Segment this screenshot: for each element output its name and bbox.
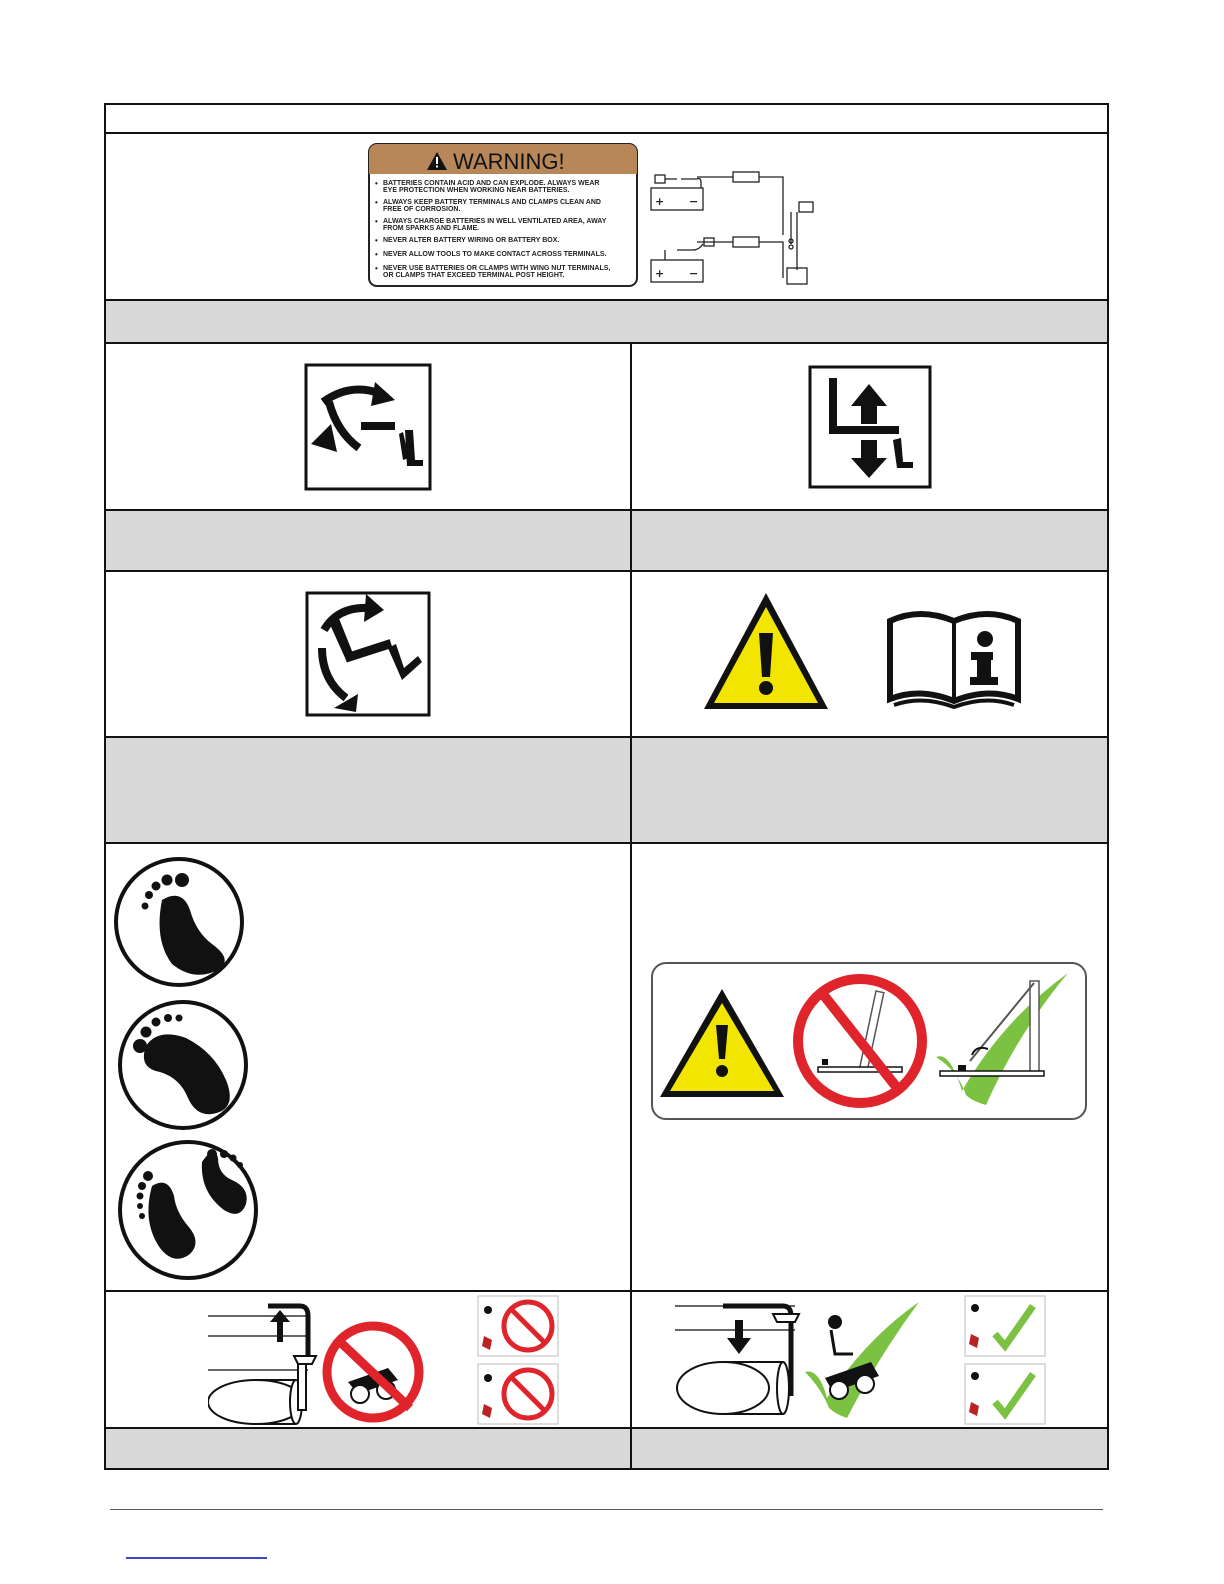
warning-line: ALWAYS CHARGE BATTERIES IN WELL VENTILATED AREA, AWAY — [382, 217, 606, 225]
caution-manual-caption-cell — [632, 738, 1107, 842]
warning-label — [369, 144, 637, 286]
battery-warning-graphic — [367, 142, 847, 292]
tilt-icon — [303, 362, 433, 492]
warning-line: OR CLAMPS THAT EXCEED TERMINAL POST HEIGHT. — [382, 271, 564, 279]
tilt-cell — [106, 344, 632, 509]
feet-cell — [106, 844, 632, 1290]
battery-caption-row — [106, 301, 1107, 344]
anti-tip-cell — [632, 844, 1107, 1290]
stability-unlocked-caption-cell — [106, 1429, 632, 1468]
feet-anti-tip-row — [106, 844, 1107, 1292]
warning-title: WARNING! — [452, 148, 565, 174]
battery-caption-cell — [106, 301, 1107, 342]
warning-line: EYE PROTECTION WHEN WORKING NEAR BATTERIES. — [382, 186, 570, 194]
warning-line: NEVER ALTER BATTERY WIRING OR BATTERY BOX. — [382, 236, 559, 244]
table-header-cell — [106, 105, 1107, 132]
warning-line: BATTERIES CONTAIN ACID AND CAN EXPLODE. ALWAYS WEAR — [382, 179, 599, 187]
right-foot-icon — [116, 859, 242, 985]
read-manual-icon — [890, 614, 1018, 707]
warning-line: NEVER ALLOW TOOLS TO MAKE CONTACT ACROSS TERMINALS. — [382, 250, 606, 258]
stability-mini-icon — [965, 1296, 1045, 1424]
svg-text:•: • — [374, 235, 378, 245]
seat-elevator-caption-cell — [632, 511, 1107, 570]
caution-manual-graphic — [700, 589, 1040, 719]
battery-1-plus: + — [654, 194, 664, 208]
anti-tip-caution-icon — [650, 961, 1090, 1121]
recline-caption-cell — [106, 738, 632, 842]
svg-text:•: • — [374, 216, 378, 226]
battery-2-minus: − — [688, 266, 698, 280]
prohibited-sign-icon — [327, 1326, 419, 1418]
svg-text:•: • — [374, 263, 378, 273]
battery-warning-cell — [106, 134, 1107, 299]
feet-icons — [112, 850, 282, 1290]
warning-line: NEVER USE BATTERIES OR CLAMPS WITH WING NUT TERMINALS, — [382, 264, 610, 272]
recline-cell — [106, 572, 632, 736]
caption-row-3 — [106, 1429, 1107, 1468]
stability-lock-unlocked-cell — [106, 1292, 632, 1427]
svg-text:•: • — [374, 249, 378, 259]
safety-label-table — [104, 103, 1109, 1470]
tilt-caption-cell — [106, 511, 632, 570]
battery-2-plus: + — [654, 266, 664, 280]
svg-text:•: • — [374, 178, 378, 188]
warning-line: FREE OF CORROSION. — [382, 205, 460, 213]
prohibited-sign-icon — [798, 979, 922, 1103]
stability-locked-caption-cell — [632, 1429, 1107, 1468]
battery-wiring-diagram — [651, 172, 813, 284]
caption-row-2 — [106, 738, 1107, 844]
table-header-row — [106, 105, 1107, 134]
svg-text:•: • — [374, 197, 378, 207]
battery-warning-row — [106, 134, 1107, 301]
battery-1-minus: − — [688, 194, 698, 208]
stability-lock-row — [106, 1292, 1107, 1429]
stability-lock-locked-cell — [632, 1292, 1107, 1427]
stability-mini-icon — [478, 1296, 558, 1424]
icon-row-2 — [106, 572, 1107, 738]
footer-link-underline[interactable] — [126, 1557, 267, 1559]
caption-row-1 — [106, 511, 1107, 572]
icon-row-1 — [106, 344, 1107, 511]
recline-icon — [304, 590, 432, 718]
caution-triangle-icon — [704, 593, 828, 709]
footer-divider — [110, 1509, 1103, 1510]
stability-lock-icon — [675, 1294, 1065, 1426]
stability-lock-unlocked-icon — [208, 1294, 568, 1426]
seat-elevator-icon — [807, 364, 933, 490]
left-foot-icon — [120, 1002, 246, 1128]
warning-line: ALWAYS KEEP BATTERY TERMINALS AND CLAMPS CLEAN AND — [382, 198, 601, 206]
both-feet-icon — [120, 1142, 256, 1278]
warning-line: FROM SPARKS AND FLAME. — [382, 224, 479, 232]
caution-manual-cell — [632, 572, 1107, 736]
approved-check-icon — [805, 1302, 919, 1418]
seat-elevator-cell — [632, 344, 1107, 509]
